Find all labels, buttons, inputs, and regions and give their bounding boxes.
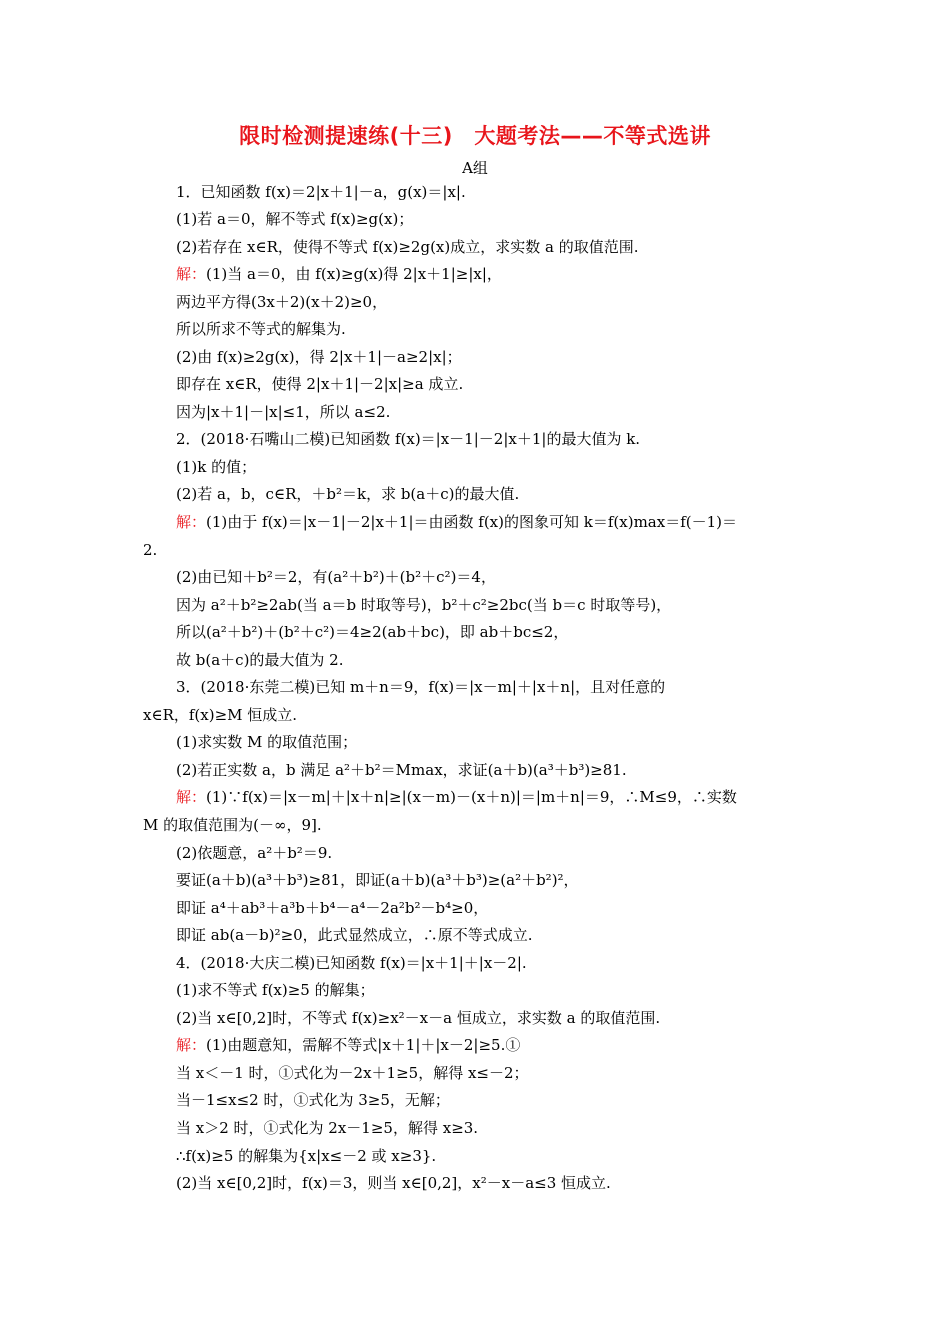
problem-1-stem: 1．已知函数 f(x)＝2|x＋1|－a，g(x)＝|x|.: [176, 183, 466, 201]
solution-3-line: 解：(1)∵f(x)＝|x－m|＋|x＋n|≥|(x－m)－(x＋n)|＝|m＋n|＝9，∴M≤9，∴实数: [176, 788, 737, 806]
problem-2-part-2: (2)若 a，b，c∈R，＋b²＝k，求 b(a＋c)的最大值.: [176, 485, 520, 503]
solution-3-line: 即证 ab(a－b)²≥0，此式显然成立，∴原不等式成立.: [176, 926, 533, 944]
solution-4-line: ∴f(x)≥5 的解集为{x|x≤－2 或 x≥3}.: [176, 1147, 437, 1165]
solution-4-line: (2)当 x∈[0,2]时，f(x)＝3，则当 x∈[0,2]，x²－x－a≤3 恒成立.: [176, 1174, 611, 1192]
solution-4-line: 当－1≤x≤2 时，①式化为 3≥5，无解；: [176, 1091, 450, 1109]
problem-2-part-1: (1)k 的值；: [176, 458, 257, 476]
solution-3-line: M 的取值范围为(－∞，9].: [143, 816, 322, 834]
problem-3-part-1: (1)求实数 M 的取值范围；: [176, 733, 358, 751]
solution-3-line: 即证 a⁴＋ab³＋a³b＋b⁴－a⁴－2a²b²－b⁴≥0，: [176, 899, 489, 917]
solution-2-line: 故 b(a＋c)的最大值为 2.: [176, 651, 344, 669]
solution-2-line: 解：(1)由于 f(x)＝|x－1|－2|x＋1|＝由函数 f(x)的图象可知 k＝f(x)max＝f(－1)＝: [176, 513, 737, 531]
solution-2-line: 因为 a²＋b²≥2ab(当 a＝b 时取等号)，b²＋c²≥2bc(当 b＝c 时取等号)，: [176, 596, 672, 614]
solution-2-line: 2.: [143, 541, 158, 559]
solution-1-line: 所以所求不等式的解集为.: [176, 320, 346, 338]
solution-3-line: (2)依题意，a²＋b²＝9.: [176, 844, 333, 862]
solution-4-line: 解：(1)由题意知，需解不等式|x＋1|＋|x－2|≥5.①: [176, 1036, 521, 1054]
problem-1-part-2: (2)若存在 x∈R，使得不等式 f(x)≥2g(x)成立，求实数 a 的取值范围.: [176, 238, 639, 256]
problem-3-stem: 3．(2018·东莞二模)已知 m＋n＝9，f(x)＝|x－m|＋|x＋n|，且对任意的: [176, 678, 666, 696]
page-title: 限时检测提速练(十三) 大题考法——不等式选讲: [239, 124, 711, 148]
problem-4-stem: 4．(2018·大庆二模)已知函数 f(x)＝|x＋1|＋|x－2|.: [176, 954, 527, 972]
solution-1-line: (2)由 f(x)≥2g(x)，得 2|x＋1|－a≥2|x|；: [176, 348, 462, 366]
solution-2-line: (2)由已知＋b²＝2，有(a²＋b²)＋(b²＋c²)＝4，: [176, 568, 496, 586]
solution-4-line: 当 x＞2 时，①式化为 2x－1≥5，解得 x≥3.: [176, 1119, 479, 1137]
problem-1-part-1: (1)若 a＝0，解不等式 f(x)≥g(x)；: [176, 210, 414, 228]
problem-3-stem-cont: x∈R，f(x)≥M 恒成立.: [143, 706, 298, 724]
solution-4-line: 当 x＜－1 时，①式化为－2x＋1≥5，解得 x≤－2；: [176, 1064, 529, 1082]
solution-label: 解：: [176, 788, 207, 806]
solution-label: 解：: [176, 513, 207, 531]
solution-1-line: 即存在 x∈R，使得 2|x＋1|－2|x|≥a 成立.: [176, 375, 464, 393]
solution-1-line: 因为|x＋1|－|x|≤1，所以 a≤2.: [176, 403, 391, 421]
problem-4-part-1: (1)求不等式 f(x)≥5 的解集；: [176, 981, 375, 999]
solution-1-line: 解：(1)当 a＝0，由 f(x)≥g(x)得 2|x＋1|≥|x|，: [176, 265, 502, 283]
problem-3-part-2: (2)若正实数 a，b 满足 a²＋b²＝Mmax，求证(a＋b)(a³＋b³)≥81.: [176, 761, 627, 779]
solution-label: 解：: [176, 265, 207, 283]
solution-label: 解：: [176, 1036, 207, 1054]
problem-4-part-2: (2)当 x∈[0,2]时，不等式 f(x)≥x²－x－a 恒成立，求实数 a 的取值范围.: [176, 1009, 661, 1027]
problem-2-stem: 2．(2018·石嘴山二模)已知函数 f(x)＝|x－1|－2|x＋1|的最大值为 k.: [176, 430, 641, 448]
solution-1-line: 两边平方得(3x＋2)(x＋2)≥0，: [176, 293, 388, 311]
group-label: A组: [462, 159, 488, 177]
solution-2-line: 所以(a²＋b²)＋(b²＋c²)＝4≥2(ab＋bc)，即 ab＋bc≤2，: [176, 623, 569, 641]
solution-3-line: 要证(a＋b)(a³＋b³)≥81，即证(a＋b)(a³＋b³)≥(a²＋b²)²，: [176, 871, 579, 889]
